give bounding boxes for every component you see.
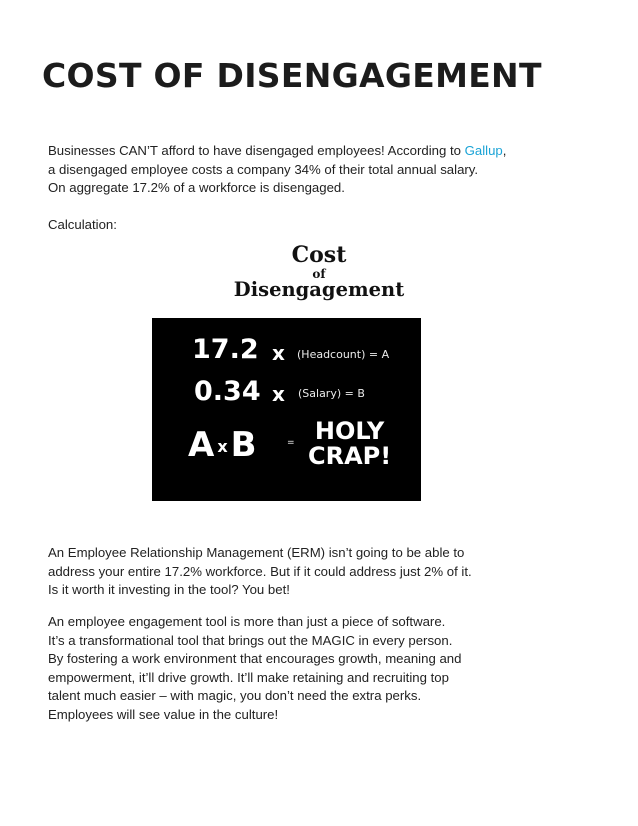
formula-board [152, 318, 421, 501]
intro-line-1 [48, 142, 506, 161]
erm-paragraph [48, 544, 472, 600]
result-text [308, 419, 391, 469]
tool-line: Employees will see value in the culture! [48, 706, 279, 722]
intro-paragraph [48, 142, 506, 198]
gallup-link[interactable]: Gallup [464, 143, 503, 158]
image-title-disengagement: Disengagement [233, 278, 405, 301]
intro-line-2: a disengaged employee costs a company 34% of their total annual salary. [48, 161, 479, 177]
headcount-note: (Headcount) = A [297, 348, 390, 361]
erm-line: Is it worth it investing in the tool? You bet! [48, 582, 290, 597]
tool-line: talent much easier – with magic, you don’t need the extra perks. [48, 688, 422, 703]
salary-cost-value: 0.34 [194, 376, 261, 407]
erm-line: address your entire 17.2% workforce. But if it could address just 2% of it. [48, 563, 472, 579]
tool-line: An employee engagement tool is more than just a piece of software. [48, 614, 446, 629]
calculation-label: Calculation: [48, 217, 117, 232]
tool-line: By fostering a work environment that encourages growth, meaning and [48, 651, 462, 666]
a-letter: A [188, 425, 215, 465]
salary-note: (Salary) = B [298, 387, 365, 400]
disengaged-rate-value: 17.2 [192, 334, 259, 365]
a-times-b [188, 425, 257, 465]
image-title-of: of [312, 267, 326, 281]
multiply-sign-3: x [217, 437, 228, 456]
multiply-sign-2: x [272, 382, 285, 406]
result-line-2: CRAP! [308, 442, 392, 470]
multiply-sign-1: x [272, 341, 285, 365]
b-letter: B [230, 425, 257, 465]
tool-line: empowerment, it’ll drive growth. It’ll make retaining and recruiting top [48, 669, 449, 685]
equals-sign: = [287, 438, 295, 448]
engagement-tool-paragraph [48, 613, 461, 724]
tool-line: It’s a transformational tool that brings out the MAGIC in every person. [48, 632, 453, 648]
erm-line: An Employee Relationship Management (ERM) isn’t going to be able to [48, 545, 465, 560]
image-title-cost: Cost [291, 242, 347, 268]
intro-line-1-text: Businesses CAN’T afford to have disengaged employees! According to [48, 143, 465, 158]
result-line-1: HOLY [314, 417, 385, 445]
page-title: COST OF DISENGAGEMENT [42, 56, 542, 95]
intro-line-3: On aggregate 17.2% of a workforce is disengaged. [48, 180, 345, 195]
intro-line-1-comma: , [502, 143, 507, 158]
